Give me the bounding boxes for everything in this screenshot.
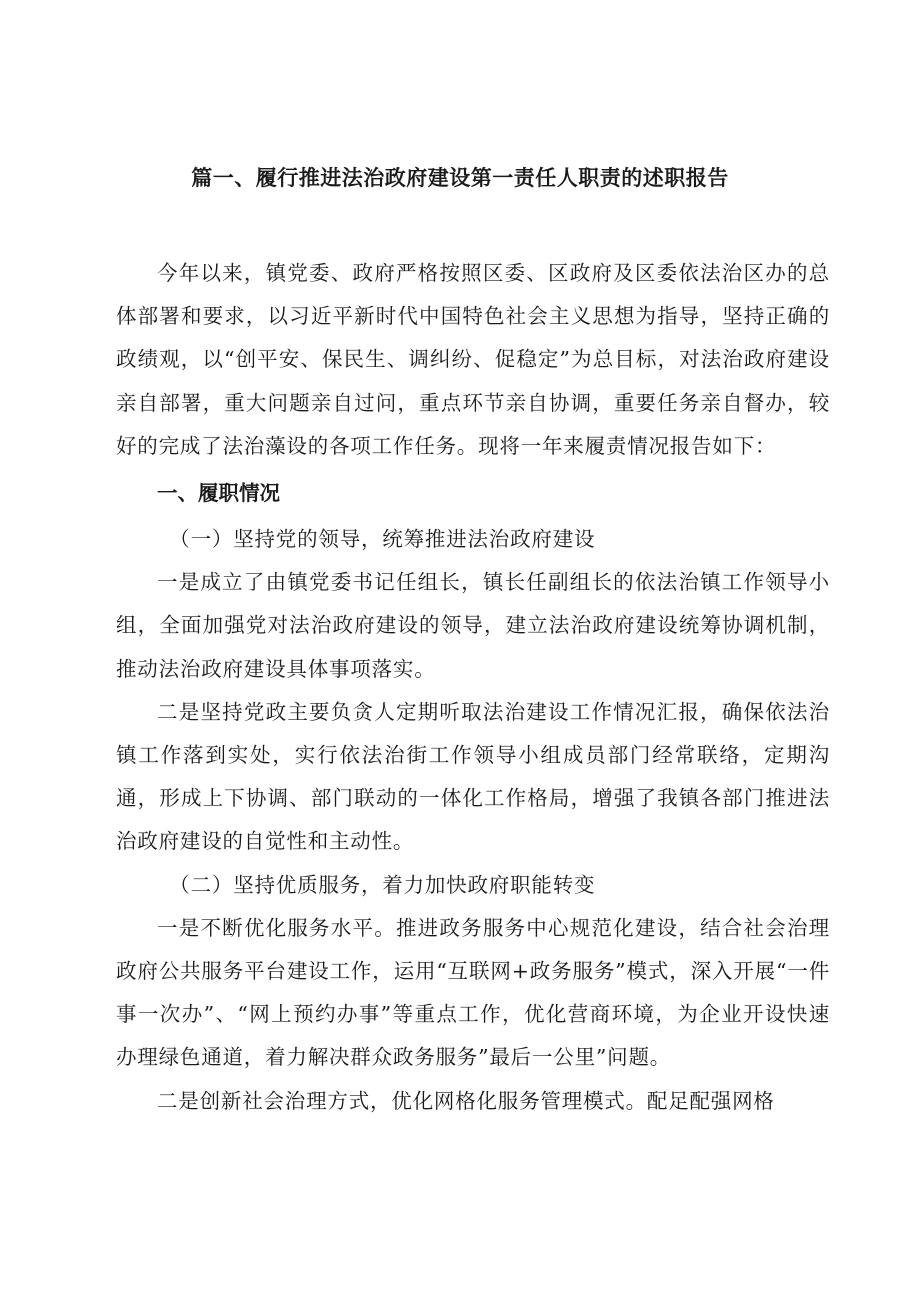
intro-paragraph: 今年以来，镇党委、政府严格按照区委、区政府及区委依法治区办的总体部署和要求，以习近平新时代中国特色社会主义思想为指导，坚持正确的政绩观，以“创平安、保民生、调纠纷、促稳定”为总目标，对法治政府建设亲自部署，重大问题亲自过问，重点环节亲自协调，重要任务亲自督办，较好的完成了法治藻设的各项工作任务。现将一年来履责情况报告如下： xyxy=(116,261,830,458)
document-body xyxy=(116,252,830,1123)
subsection-heading-1: （一）坚持党的领导，统筹推进法治政府建设 xyxy=(169,527,596,552)
section-heading-1: 一、履职情况 xyxy=(157,481,280,506)
document-title: 篇一、履行推进法治政府建设第一责任人职责的述职报告 xyxy=(191,166,729,190)
subsection-heading-2: （二）坚持优质服务，着力加快政府职能转变 xyxy=(169,872,596,897)
subsection-1-paragraph-1: 一是成立了由镇党委书记任组长，镇长任副组长的依法治镇工作领导小组，全面加强党对法治政府建设的领导，建立法治政府建设统筹协调机制，推动法治政府建设具体事项落实。 xyxy=(116,570,830,681)
subsection-2-paragraph-2: 二是创新社会治理方式，优化网格化服务管理模式。配足配强网格 xyxy=(157,1088,775,1113)
subsection-1-paragraph-2: 二是坚持党政主要负贪人定期听取法治建设工作情况汇报，确保依法治镇工作落到实处，实行依法治街工作领导小组成员部门经常联络，定期沟通，形成上下协调、部门联动的一体化工作格局，增强了我镇各部门推进法治政府建设的自觉性和主动性。 xyxy=(116,699,830,854)
subsection-2-paragraph-1: 一是不断优化服务水平。推进政务服务中心规范化建设，结合社会治理政府公共服务平台建设工作，运用“互联网+政务服务”模式，深入开展“一件事一次办”、“网上预约办事”等重点工作，优化营商环境，为企业开设快速办理绿色通道，着力解决群众政务服务”最后一公里”问题。 xyxy=(116,915,830,1070)
